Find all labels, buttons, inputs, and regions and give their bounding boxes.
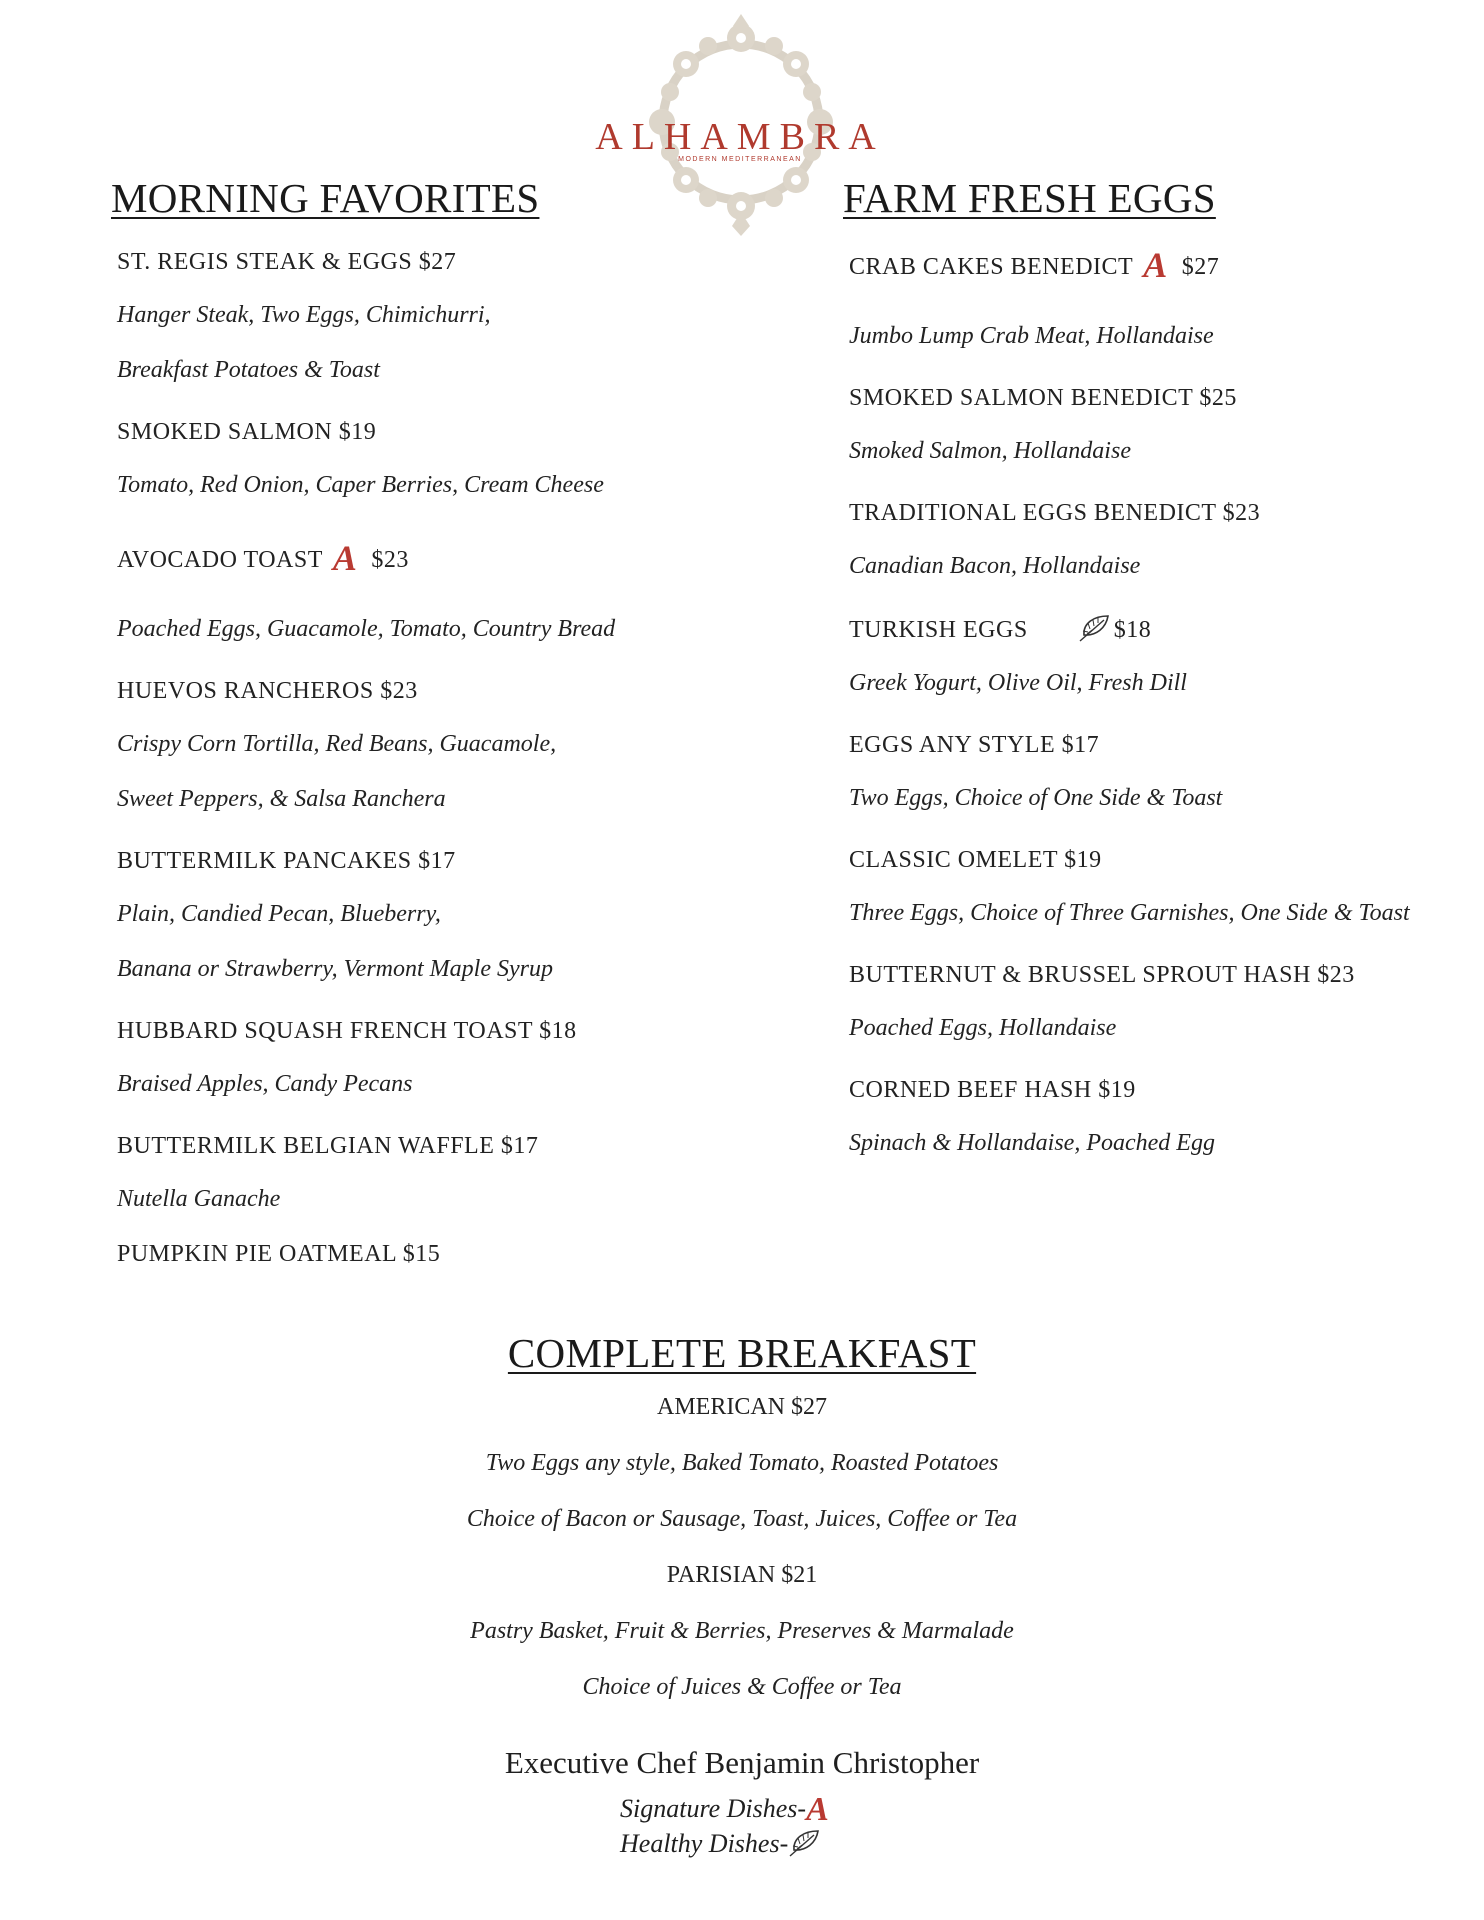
- menu-item-description: Poached Eggs, Guacamole, Tomato, Country Bread: [117, 616, 616, 642]
- menu-item-description: Smoked Salmon, Hollandaise: [849, 438, 1131, 464]
- menu-item-name: TRADITIONAL EGGS BENEDICT $23: [849, 500, 1261, 526]
- menu-item-description: Three Eggs, Choice of Three Garnishes, One Side & Toast: [849, 900, 1410, 926]
- menu-item-description: Two Eggs any style, Baked Tomato, Roasted Potatoes: [485, 1450, 999, 1476]
- legend-signature-label: Signature Dishes-: [620, 1794, 807, 1823]
- menu-item-description: Spinach & Hollandaise, Poached Egg: [849, 1130, 1215, 1156]
- menu-item-name: BUTTERNUT & BRUSSEL SPROUT HASH $23: [849, 962, 1355, 988]
- menu-item-name: BUTTERMILK BELGIAN WAFFLE $17: [117, 1133, 539, 1159]
- menu-item-description: Nutella Ganache: [117, 1186, 281, 1212]
- menu-item-name: SMOKED SALMON BENEDICT $25: [849, 385, 1237, 411]
- farm-fresh-eggs-section: [843, 175, 1463, 1183]
- menu-item-name: CLASSIC OMELET $19: [849, 847, 1102, 873]
- menu-item-name: SMOKED SALMON $19: [117, 419, 377, 445]
- section-title-morning-favorites: MORNING FAVORITES: [111, 175, 540, 221]
- menu-item-description: Greek Yogurt, Olive Oil, Fresh Dill: [849, 670, 1187, 696]
- signature-dish-marker: A: [806, 1791, 829, 1828]
- menu-item-description: Crispy Corn Tortilla, Red Beans, Guacamole,: [117, 731, 557, 757]
- leaf-icon: [1078, 613, 1112, 643]
- menu-item-name: [849, 247, 1463, 283]
- signature-dish-marker: A: [1143, 245, 1168, 285]
- menu-item-description: Braised Apples, Candy Pecans: [117, 1071, 413, 1097]
- executive-chef-credit: Executive Chef Benjamin Christopher: [504, 1745, 980, 1780]
- menu-item-description: Breakfast Potatoes & Toast: [117, 357, 380, 383]
- morning-favorites-section: [111, 175, 671, 1292]
- menu-item-description: Banana or Strawberry, Vermont Maple Syrup: [117, 956, 553, 982]
- menu-item-description: Plain, Candied Pecan, Blueberry,: [117, 901, 441, 927]
- menu-item-description: Jumbo Lump Crab Meat, Hollandaise: [849, 323, 1214, 349]
- signature-dish-marker: A: [332, 538, 358, 578]
- menu-item-name: [849, 613, 1463, 645]
- menu-item-description: Poached Eggs, Hollandaise: [849, 1015, 1117, 1041]
- menu-item-price: $27: [1181, 254, 1220, 280]
- menu-item-description: Choice of Juices & Coffee or Tea: [582, 1674, 902, 1700]
- menu-item-description: Choice of Bacon or Sausage, Toast, Juices, Coffee or Tea: [466, 1506, 1018, 1532]
- menu-item-name: HUEVOS RANCHEROS $23: [117, 678, 418, 704]
- legend-healthy: [620, 1827, 829, 1861]
- menu-item-description: Tomato, Red Onion, Caper Berries, Cream Cheese: [117, 472, 604, 498]
- complete-breakfast-section: [0, 1330, 1484, 1728]
- menu-item-name-text: TURKISH EGGS: [849, 617, 1028, 643]
- legend-healthy-label: Healthy Dishes-: [620, 1829, 789, 1858]
- section-title-complete-breakfast: COMPLETE BREAKFAST: [507, 1330, 977, 1376]
- leaf-icon: [788, 1828, 822, 1858]
- menu-item-name: [117, 540, 671, 576]
- menu-item-description: Pastry Basket, Fruit & Berries, Preserves & Marmalade: [470, 1618, 1014, 1644]
- menu-item-description: Sweet Peppers, & Salsa Ranchera: [117, 786, 446, 812]
- menu-item-name-text: CRAB CAKES BENEDICT: [849, 254, 1134, 280]
- menu-item-description: Two Eggs, Choice of One Side & Toast: [849, 785, 1223, 811]
- menu-item-name: EGGS ANY STYLE $17: [849, 732, 1100, 758]
- menu-item-name-text: AVOCADO TOAST: [117, 547, 323, 573]
- menu-item-description: Hanger Steak, Two Eggs, Chimichurri,: [117, 302, 491, 328]
- menu-item-name: AMERICAN $27: [656, 1394, 827, 1420]
- menu-item-description: Canadian Bacon, Hollandaise: [849, 553, 1141, 579]
- menu-item-price: $23: [371, 547, 409, 573]
- menu-item-price: $18: [1113, 617, 1152, 643]
- menu-item-name: CORNED BEEF HASH $19: [849, 1077, 1136, 1103]
- brand-name: ALHAMBRA: [595, 116, 885, 158]
- menu-item-name: PUMPKIN PIE OATMEAL $15: [117, 1241, 441, 1267]
- menu-item-name: PARISIAN $21: [666, 1562, 818, 1588]
- dish-legend: [620, 1792, 829, 1861]
- menu-item-name: ST. REGIS STEAK & EGGS $27: [117, 249, 457, 275]
- menu-item-name: HUBBARD SQUASH FRENCH TOAST $18: [117, 1018, 577, 1044]
- menu-item-name: BUTTERMILK PANCAKES $17: [117, 848, 456, 874]
- legend-signature: [620, 1792, 829, 1827]
- brand-tagline: MODERN MEDITERRANEAN: [678, 156, 802, 163]
- section-title-farm-fresh-eggs: FARM FRESH EGGS: [843, 175, 1216, 221]
